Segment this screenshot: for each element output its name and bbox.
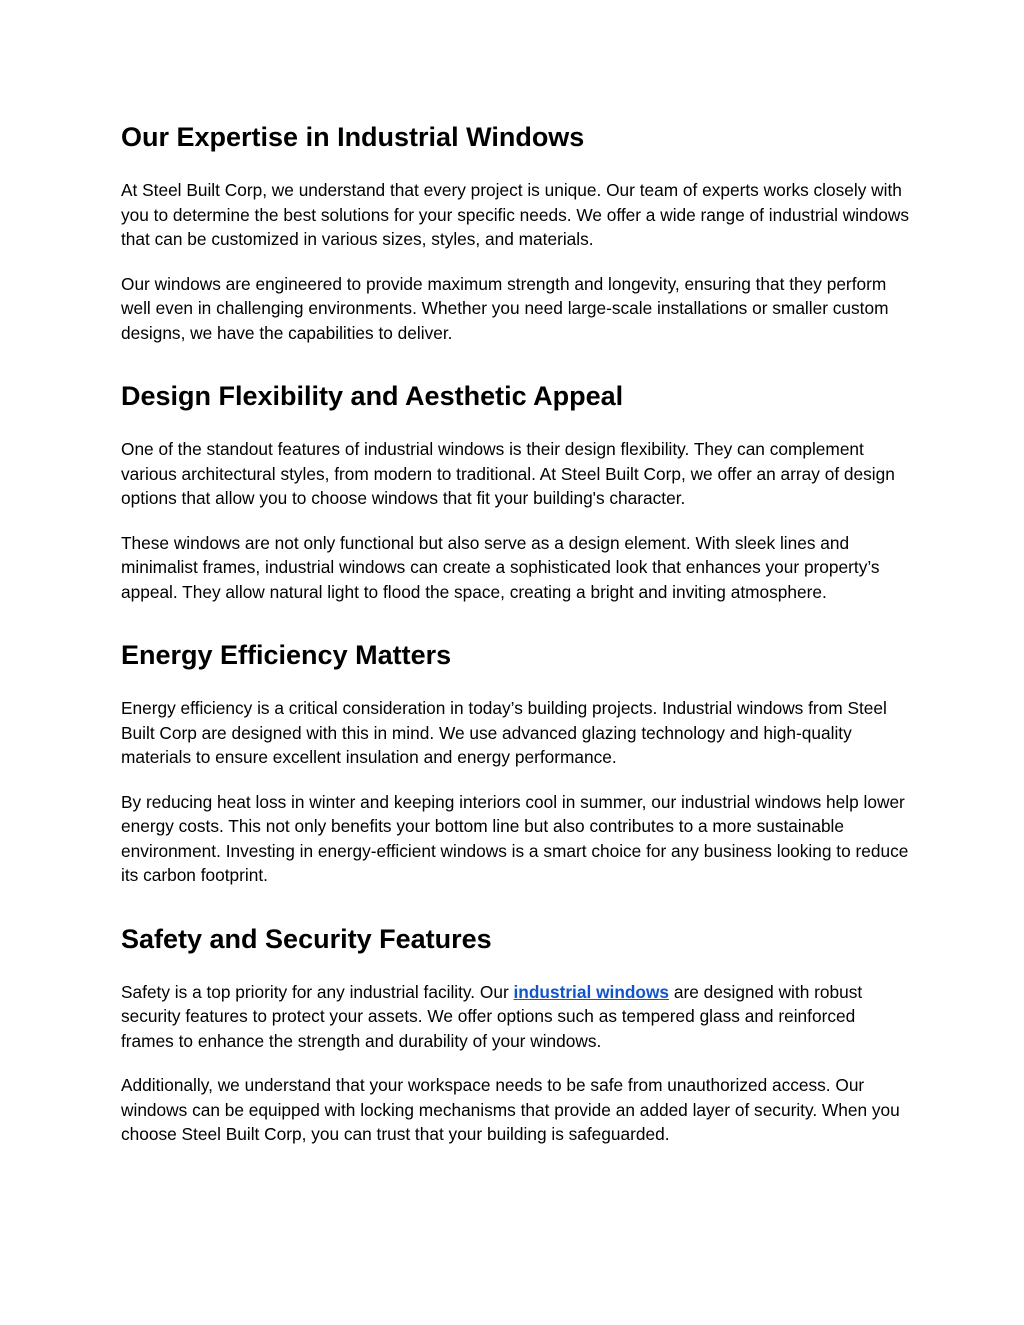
section-heading: Our Expertise in Industrial Windows	[121, 122, 585, 152]
paragraph: Additionally, we understand that your workspace needs to be safe from unauthorized access. Our windows can be equipped with locking mechanisms that provide an added layer of security. When you choose Steel Built Corp, you can trust that your building is safeguarded.	[121, 1075, 900, 1144]
section-expertise	[121, 118, 911, 345]
document-page	[121, 118, 911, 1179]
paragraph: These windows are not only functional but also serve as a design element. With sleek lines and minimalist frames, industrial windows can create a sophisticated look that enhances your property’s appeal. They allow natural light to flood the space, creating a bright and inviting atmosphere.	[121, 532, 880, 602]
section-heading: Safety and Security Features	[121, 923, 492, 954]
section-safety-security	[121, 920, 911, 1147]
paragraph: At Steel Built Corp, we understand that every project is unique. Our team of experts works closely with you to determine the best solutions for your specific needs. We offer a wide range of industrial windows that can be customized in various sizes, styles, and materials.	[121, 180, 910, 249]
section-heading: Design Flexibility and Aesthetic Appeal	[121, 381, 624, 411]
paragraph: By reducing heat loss in winter and keeping interiors cool in summer, our industrial windows help lower energy costs. This not only benefits your bottom line but also contributes to a more sustainable environment. Investing in energy-efficient windows is a smart choice for any business looking to reduce its carbon footprint.	[121, 791, 909, 885]
paragraph: Our windows are engineered to provide maximum strength and longevity, ensuring that they perform well even in challenging environments. Whether you need large-scale installations or smaller custom designs, we have the capabilities to deliver.	[121, 273, 889, 343]
section-design-flexibility	[121, 377, 911, 604]
section-energy-efficiency	[121, 636, 911, 888]
paragraph-with-link	[121, 980, 911, 1054]
paragraph-text-after-link: are designed with robust security features to protect your assets. We offer options such as tempered glass and reinforced frames to enhance the strength and durability of your windows.	[121, 981, 863, 1051]
paragraph: Energy efficiency is a critical consideration in today’s building projects. Industrial windows from Steel Built Corp are designed with this in mind. We use advanced glazing technology and high-quality materials to ensure excellent insulation and energy performance.	[121, 698, 887, 767]
paragraph-text-before-link: Safety is a top priority for any industrial facility. Our	[121, 981, 514, 1002]
industrial-windows-link[interactable]: industrial windows	[513, 981, 670, 1002]
section-heading: Energy Efficiency Matters	[121, 640, 452, 670]
paragraph: One of the standout features of industrial windows is their design flexibility. They can complement various architectural styles, from modern to traditional. At Steel Built Corp, we offer an array of design options that allow you to choose windows that fit your building's character.	[121, 439, 895, 508]
